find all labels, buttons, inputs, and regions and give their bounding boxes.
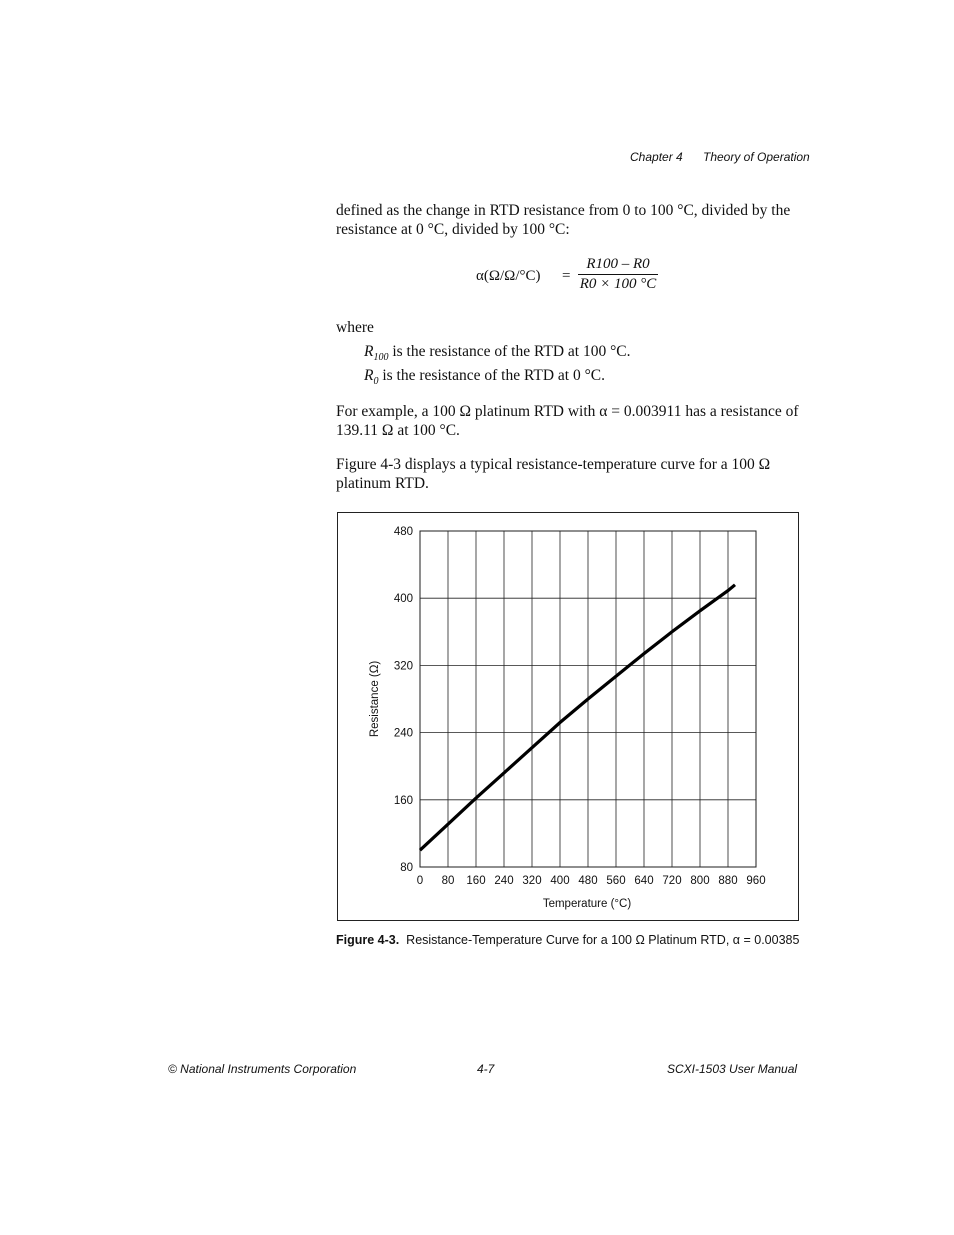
x-axis-label: Temperature (°C) — [542, 898, 632, 910]
definition-symbol: R — [364, 343, 374, 360]
x-tick-label: 160 — [466, 875, 486, 887]
x-tick-label: 320 — [522, 875, 542, 887]
definition-subscript: 100 — [373, 352, 389, 364]
x-tick-label: 640 — [634, 875, 654, 887]
example-paragraph: For example, a 100 Ω platinum RTD with α = 0.003911 has a resistance of 139.11 Ω at 100 °C. — [336, 403, 799, 439]
y-axis-label: Resistance (Ω) — [369, 660, 381, 738]
definition-text: is the resistance of the RTD at 100 °C. — [388, 343, 631, 360]
y-tick-label: 400 — [393, 593, 413, 606]
equation-fraction — [578, 256, 658, 293]
where-label: where — [336, 319, 374, 336]
definition-subscript: 0 — [373, 376, 379, 388]
caption-text: Resistance-Temperature Curve for a 100 Ω Platinum RTD, α = 0.00385 — [406, 933, 800, 947]
equation-equals: = — [562, 268, 571, 284]
x-tick-label: 880 — [718, 875, 738, 887]
definition-symbol: R — [364, 367, 374, 384]
definition-r0 — [364, 367, 605, 387]
x-tick-label: 960 — [746, 875, 766, 887]
figure-frame — [337, 512, 799, 921]
resistance-curve — [420, 585, 735, 850]
intro-paragraph: defined as the change in RTD resistance from 0 to 100 °C, divided by the resistance at 0 °C, divided by 100 °C: — [336, 202, 791, 238]
y-tick-label: 320 — [393, 660, 413, 673]
footer-page-number: 4-7 — [477, 1062, 495, 1076]
resistance-temperature-chart — [338, 513, 798, 920]
x-tick-label: 400 — [550, 875, 570, 887]
header-section: Theory of Operation — [703, 150, 810, 164]
x-tick-label: 0 — [416, 875, 424, 887]
x-tick-label: 480 — [578, 875, 598, 887]
x-tick-label: 560 — [606, 875, 626, 887]
figure-caption — [336, 933, 799, 947]
y-tick-label: 80 — [400, 862, 413, 874]
footer-copyright: © National Instruments Corporation — [168, 1062, 357, 1076]
definition-text: is the resistance of the RTD at 0 °C. — [378, 367, 605, 384]
caption-label: Figure 4-3. — [336, 933, 400, 947]
footer-manual-title: SCXI-1503 User Manual — [667, 1062, 798, 1076]
x-tick-label: 240 — [494, 875, 514, 887]
equation-denominator: R0 × 100 °C — [579, 276, 657, 292]
equation-lhs: α(Ω/Ω/°C) — [476, 268, 541, 284]
x-tick-label: 80 — [441, 875, 455, 887]
equation-numerator: R100 – R0 — [578, 256, 658, 275]
definition-r100 — [364, 343, 631, 363]
y-tick-label: 480 — [393, 526, 413, 538]
x-tick-label: 800 — [690, 875, 710, 887]
y-tick-label: 160 — [393, 794, 413, 807]
x-tick-label: 720 — [662, 875, 682, 887]
header-chapter: Chapter 4 — [630, 150, 683, 164]
figure-reference-paragraph: Figure 4-3 displays a typical resistance-temperature curve for a 100 Ω platinum RTD. — [336, 456, 771, 492]
y-tick-label: 240 — [393, 727, 413, 740]
